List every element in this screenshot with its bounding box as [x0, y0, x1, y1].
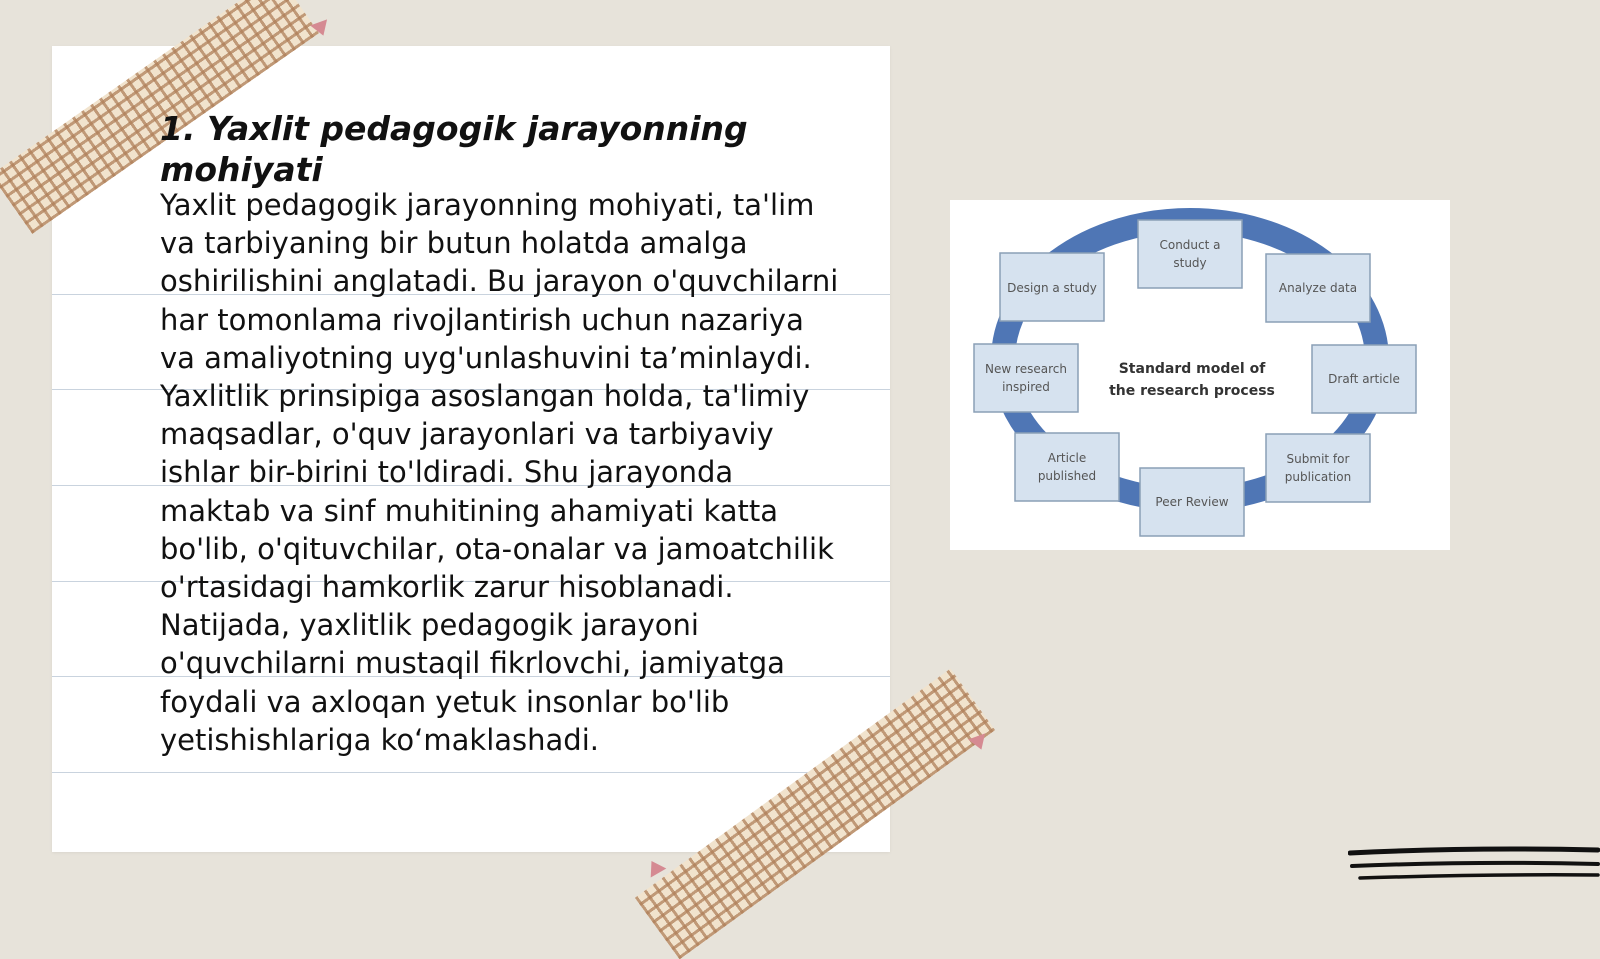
step-new-research-line-1: New research	[985, 362, 1067, 376]
step-article-published-line-2: published	[1037, 469, 1097, 483]
step-peer-review	[1140, 468, 1244, 536]
step-new-research-line-2: inspired	[1002, 380, 1050, 394]
step-analyze-data-label: Analyze data	[1278, 281, 1358, 295]
research-process-diagram	[950, 200, 1450, 550]
slide-body-text: Yaxlit pedagogik jarayonning mohiyati, ta'lim va tarbiyaning bir butun holatda amalga oshirilishini anglatadi. Bu jarayon o'quvchilarni har tomonlama rivojlantirish uchun nazariya va amaliyotning uyg'unlashuvini ta’minlaydi. Yaxlitlik prinsipiga asoslangan holda, ta'limiy maqsadlar, o'quv jarayonlari va tarbiyaviy ishlar bir-birini to'ldiradi. Shu jarayonda maktab va sinf muhitining ahamiyati katta bo'lib, o'qituvchilar, ota-onalar va jamoatchilik o'rtasidagi hamkorlik zarur hisoblanadi. Natijada, yaxlitlik pedagogik jarayoni o'quvchilarni mustaqil fikrlovchi, jamiyatga foydali va axloqan yetuk insonlar bo'lib yetishishlariga ko‘maklashadi.	[160, 188, 839, 757]
step-draft-article-label: Draft article	[1328, 372, 1400, 386]
step-article-published	[1015, 433, 1119, 501]
step-analyze-data	[1266, 254, 1370, 322]
diagram-center-label	[1109, 361, 1275, 399]
step-design-study-label: Design a study	[1007, 281, 1097, 295]
step-conduct-study-line-2: study	[1173, 256, 1207, 270]
step-new-research	[974, 344, 1078, 412]
step-conduct-study-line-1: Conduct a	[1159, 238, 1221, 252]
diagram-center-line-1: Standard model of	[1118, 361, 1266, 377]
step-design-study	[1000, 253, 1104, 321]
decorative-brush-strokes	[1348, 840, 1600, 890]
step-submit-line-1: Submit for	[1286, 452, 1350, 466]
pin-icon	[310, 19, 332, 38]
cycle-diagram-svg	[950, 200, 1450, 550]
step-submit-publication	[1266, 434, 1370, 502]
step-article-published-line-1: Article	[1047, 451, 1087, 465]
pin-icon	[644, 856, 667, 877]
step-peer-review-label: Peer Review	[1155, 495, 1229, 509]
diagram-center-line-2: the research process	[1109, 383, 1275, 399]
step-conduct-study	[1138, 220, 1242, 288]
step-submit-line-2: publication	[1284, 470, 1352, 484]
paper-rule-line	[52, 772, 890, 773]
step-draft-article	[1312, 345, 1416, 413]
slide-title: 1. Yaxlit pedagogik jarayonning mohiyati	[160, 109, 748, 189]
